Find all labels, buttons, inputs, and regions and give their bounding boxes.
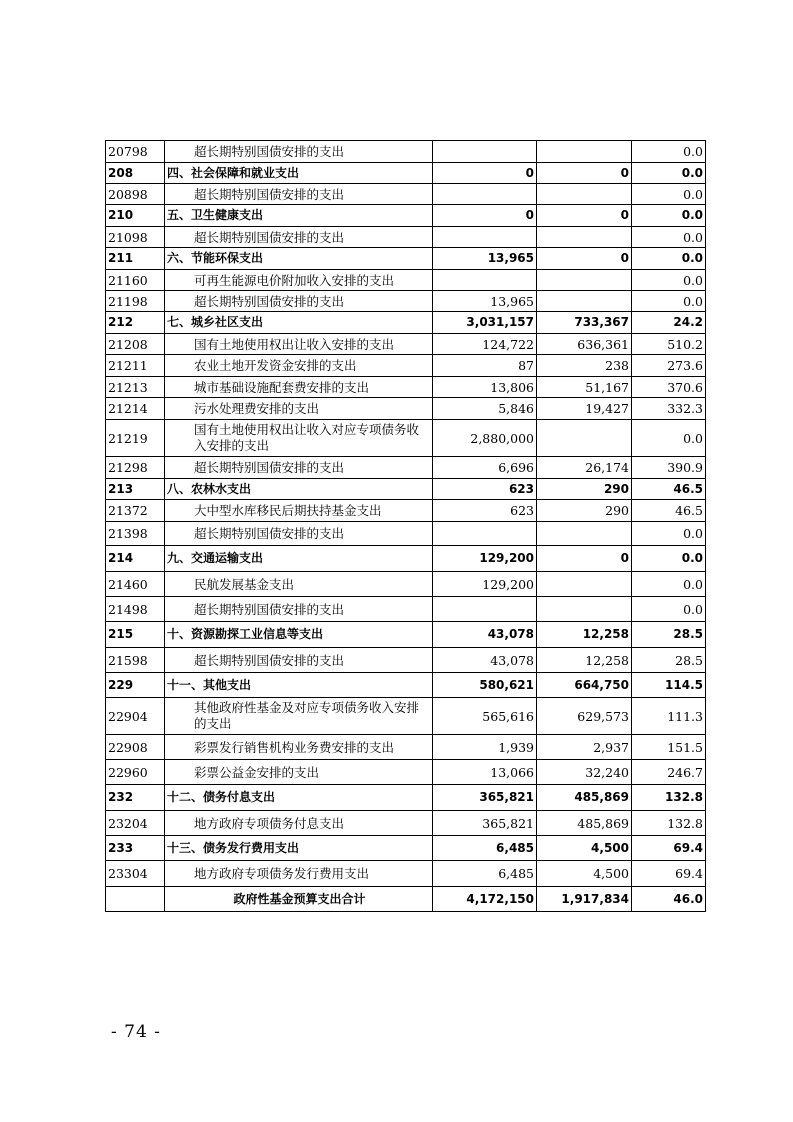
table-row (106, 597, 706, 622)
row-name: 可再生能源电价附加收入安排的支出 (165, 270, 433, 291)
row-value-2: 4,500 (537, 836, 632, 861)
row-name: 地方政府专项债务付息支出 (165, 811, 433, 836)
row-name: 超长期特别国债安排的支出 (165, 291, 433, 312)
row-value-1 (433, 522, 537, 546)
row-value-2 (537, 184, 632, 205)
row-name: 政府性基金预算支出合计 (165, 887, 433, 912)
row-value-1: 6,696 (433, 457, 537, 479)
row-name: 超长期特别国债安排的支出 (165, 457, 433, 479)
table-row (106, 457, 706, 479)
row-value-1: 124,722 (433, 334, 537, 355)
table-row (106, 270, 706, 291)
row-code: 23204 (106, 811, 165, 836)
table-row (106, 673, 706, 698)
row-value-3: 28.5 (632, 622, 706, 648)
row-name: 地方政府专项债务发行费用支出 (165, 861, 433, 887)
row-value-2: 0 (537, 248, 632, 270)
row-value-3: 0.0 (632, 597, 706, 622)
row-name: 十二、债务付息支出 (165, 785, 433, 811)
row-value-1: 43,078 (433, 622, 537, 648)
table-row (106, 291, 706, 312)
row-name: 其他政府性基金及对应专项债务收入安排的支出 (165, 698, 433, 735)
row-value-2: 4,500 (537, 861, 632, 887)
table-body (106, 141, 706, 912)
row-value-3: 0.0 (632, 522, 706, 546)
row-value-2 (537, 420, 632, 457)
row-value-3: 390.9 (632, 457, 706, 479)
row-name: 六、节能环保支出 (165, 248, 433, 270)
row-code: 21214 (106, 398, 165, 420)
table-row (106, 546, 706, 572)
budget-expenditure-table (105, 140, 706, 912)
row-value-2: 12,258 (537, 622, 632, 648)
row-value-2 (537, 572, 632, 597)
row-code: 233 (106, 836, 165, 861)
row-code: 229 (106, 673, 165, 698)
table-row (106, 861, 706, 887)
table-row (106, 398, 706, 420)
row-value-1: 365,821 (433, 811, 537, 836)
row-value-1: 13,806 (433, 377, 537, 398)
table-row (106, 479, 706, 500)
row-code: 21598 (106, 648, 165, 673)
row-code: 21198 (106, 291, 165, 312)
table-row (106, 887, 706, 912)
row-code: 21160 (106, 270, 165, 291)
row-value-2 (537, 291, 632, 312)
row-value-2: 0 (537, 163, 632, 184)
row-value-2: 12,258 (537, 648, 632, 673)
row-value-2 (537, 597, 632, 622)
row-name: 超长期特别国债安排的支出 (165, 184, 433, 205)
row-code: 21498 (106, 597, 165, 622)
row-value-2: 636,361 (537, 334, 632, 355)
row-value-2: 485,869 (537, 811, 632, 836)
table-row (106, 522, 706, 546)
row-value-1: 580,621 (433, 673, 537, 698)
row-code: 208 (106, 163, 165, 184)
row-value-2: 485,869 (537, 785, 632, 811)
table-row (106, 377, 706, 398)
row-value-3: 46.5 (632, 500, 706, 522)
table-row (106, 500, 706, 522)
table-row (106, 760, 706, 785)
row-name: 九、交通运输支出 (165, 546, 433, 572)
row-name: 七、城乡社区支出 (165, 312, 433, 334)
row-value-2 (537, 141, 632, 163)
row-code: 20898 (106, 184, 165, 205)
row-value-3: 114.5 (632, 673, 706, 698)
row-value-2: 0 (537, 205, 632, 227)
row-code: 21460 (106, 572, 165, 597)
row-code: 21098 (106, 227, 165, 248)
row-value-2: 290 (537, 500, 632, 522)
row-value-1: 0 (433, 205, 537, 227)
row-value-3: 132.8 (632, 811, 706, 836)
row-name: 国有土地使用权出让收入安排的支出 (165, 334, 433, 355)
row-code (106, 887, 165, 912)
table-row (106, 334, 706, 355)
row-name: 五、卫生健康支出 (165, 205, 433, 227)
row-value-2: 1,917,834 (537, 887, 632, 912)
row-value-1: 4,172,150 (433, 887, 537, 912)
table-row (106, 163, 706, 184)
row-value-3: 69.4 (632, 836, 706, 861)
row-code: 22904 (106, 698, 165, 735)
table-row (106, 141, 706, 163)
table-row (106, 184, 706, 205)
row-name: 国有土地使用权出让收入对应专项债务收入安排的支出 (165, 420, 433, 457)
row-value-2: 664,750 (537, 673, 632, 698)
row-value-3: 246.7 (632, 760, 706, 785)
table-row (106, 836, 706, 861)
row-code: 20798 (106, 141, 165, 163)
row-value-2: 19,427 (537, 398, 632, 420)
table-row (106, 572, 706, 597)
row-name: 城市基础设施配套费安排的支出 (165, 377, 433, 398)
row-value-3: 46.5 (632, 479, 706, 500)
row-code: 22908 (106, 735, 165, 760)
row-value-1: 6,485 (433, 836, 537, 861)
table-row (106, 312, 706, 334)
table-row (106, 355, 706, 377)
row-value-3: 332.3 (632, 398, 706, 420)
row-code: 215 (106, 622, 165, 648)
row-code: 21219 (106, 420, 165, 457)
row-code: 21213 (106, 377, 165, 398)
row-value-1: 0 (433, 163, 537, 184)
row-value-1: 5,846 (433, 398, 537, 420)
row-code: 212 (106, 312, 165, 334)
row-value-1: 2,880,000 (433, 420, 537, 457)
row-value-3: 273.6 (632, 355, 706, 377)
row-code: 23304 (106, 861, 165, 887)
row-value-1: 129,200 (433, 546, 537, 572)
row-value-1: 3,031,157 (433, 312, 537, 334)
row-code: 210 (106, 205, 165, 227)
row-value-1: 129,200 (433, 572, 537, 597)
row-value-3: 0.0 (632, 248, 706, 270)
row-value-2: 238 (537, 355, 632, 377)
table-row (106, 648, 706, 673)
row-code: 232 (106, 785, 165, 811)
row-value-3: 0.0 (632, 205, 706, 227)
row-value-3: 0.0 (632, 227, 706, 248)
row-value-2: 2,937 (537, 735, 632, 760)
row-value-3: 24.2 (632, 312, 706, 334)
row-name: 超长期特别国债安排的支出 (165, 648, 433, 673)
row-value-1 (433, 227, 537, 248)
row-value-2 (537, 227, 632, 248)
row-value-1: 623 (433, 500, 537, 522)
row-name: 十三、债务发行费用支出 (165, 836, 433, 861)
row-name: 十、资源勘探工业信息等支出 (165, 622, 433, 648)
row-value-1: 87 (433, 355, 537, 377)
row-name: 民航发展基金支出 (165, 572, 433, 597)
row-value-3: 0.0 (632, 546, 706, 572)
row-name: 彩票公益金安排的支出 (165, 760, 433, 785)
row-code: 21208 (106, 334, 165, 355)
row-code: 211 (106, 248, 165, 270)
row-value-2: 733,367 (537, 312, 632, 334)
row-name: 农业土地开发资金安排的支出 (165, 355, 433, 377)
row-value-1: 1,939 (433, 735, 537, 760)
row-code: 21372 (106, 500, 165, 522)
table-row (106, 811, 706, 836)
row-value-3: 0.0 (632, 291, 706, 312)
table-row (106, 420, 706, 457)
row-code: 214 (106, 546, 165, 572)
row-value-2: 26,174 (537, 457, 632, 479)
row-value-3: 510.2 (632, 334, 706, 355)
row-value-3: 0.0 (632, 420, 706, 457)
row-value-2: 51,167 (537, 377, 632, 398)
table-row (106, 205, 706, 227)
table-row (106, 785, 706, 811)
table-row (106, 735, 706, 760)
row-value-3: 0.0 (632, 141, 706, 163)
row-value-2 (537, 270, 632, 291)
row-name: 十一、其他支出 (165, 673, 433, 698)
row-value-3: 370.6 (632, 377, 706, 398)
table-row (106, 698, 706, 735)
row-value-1: 365,821 (433, 785, 537, 811)
row-value-2: 0 (537, 546, 632, 572)
row-name: 彩票发行销售机构业务费安排的支出 (165, 735, 433, 760)
row-value-1: 13,965 (433, 248, 537, 270)
row-name: 四、社会保障和就业支出 (165, 163, 433, 184)
row-code: 21398 (106, 522, 165, 546)
row-value-3: 0.0 (632, 270, 706, 291)
row-value-1: 13,066 (433, 760, 537, 785)
row-value-3: 132.8 (632, 785, 706, 811)
row-value-1 (433, 141, 537, 163)
row-value-1 (433, 184, 537, 205)
row-value-3: 0.0 (632, 184, 706, 205)
row-code: 21298 (106, 457, 165, 479)
row-name: 超长期特别国债安排的支出 (165, 597, 433, 622)
row-code: 21211 (106, 355, 165, 377)
row-value-3: 0.0 (632, 163, 706, 184)
row-value-1 (433, 270, 537, 291)
row-value-2: 290 (537, 479, 632, 500)
row-name: 八、农林水支出 (165, 479, 433, 500)
row-code: 213 (106, 479, 165, 500)
row-value-2: 32,240 (537, 760, 632, 785)
row-value-2: 629,573 (537, 698, 632, 735)
row-value-3: 46.0 (632, 887, 706, 912)
row-value-3: 28.5 (632, 648, 706, 673)
row-name: 大中型水库移民后期扶持基金支出 (165, 500, 433, 522)
row-name: 超长期特别国债安排的支出 (165, 141, 433, 163)
row-name: 污水处理费安排的支出 (165, 398, 433, 420)
row-value-3: 111.3 (632, 698, 706, 735)
page-number: - 74 - (111, 1022, 161, 1042)
row-value-1: 623 (433, 479, 537, 500)
row-name: 超长期特别国债安排的支出 (165, 227, 433, 248)
table-row (106, 248, 706, 270)
row-value-1: 6,485 (433, 861, 537, 887)
row-value-3: 151.5 (632, 735, 706, 760)
row-value-1: 565,616 (433, 698, 537, 735)
row-name: 超长期特别国债安排的支出 (165, 522, 433, 546)
row-value-1: 13,965 (433, 291, 537, 312)
table-row (106, 622, 706, 648)
table-row (106, 227, 706, 248)
row-code: 22960 (106, 760, 165, 785)
row-value-1 (433, 597, 537, 622)
row-value-3: 0.0 (632, 572, 706, 597)
row-value-1: 43,078 (433, 648, 537, 673)
row-value-2 (537, 522, 632, 546)
row-value-3: 69.4 (632, 861, 706, 887)
